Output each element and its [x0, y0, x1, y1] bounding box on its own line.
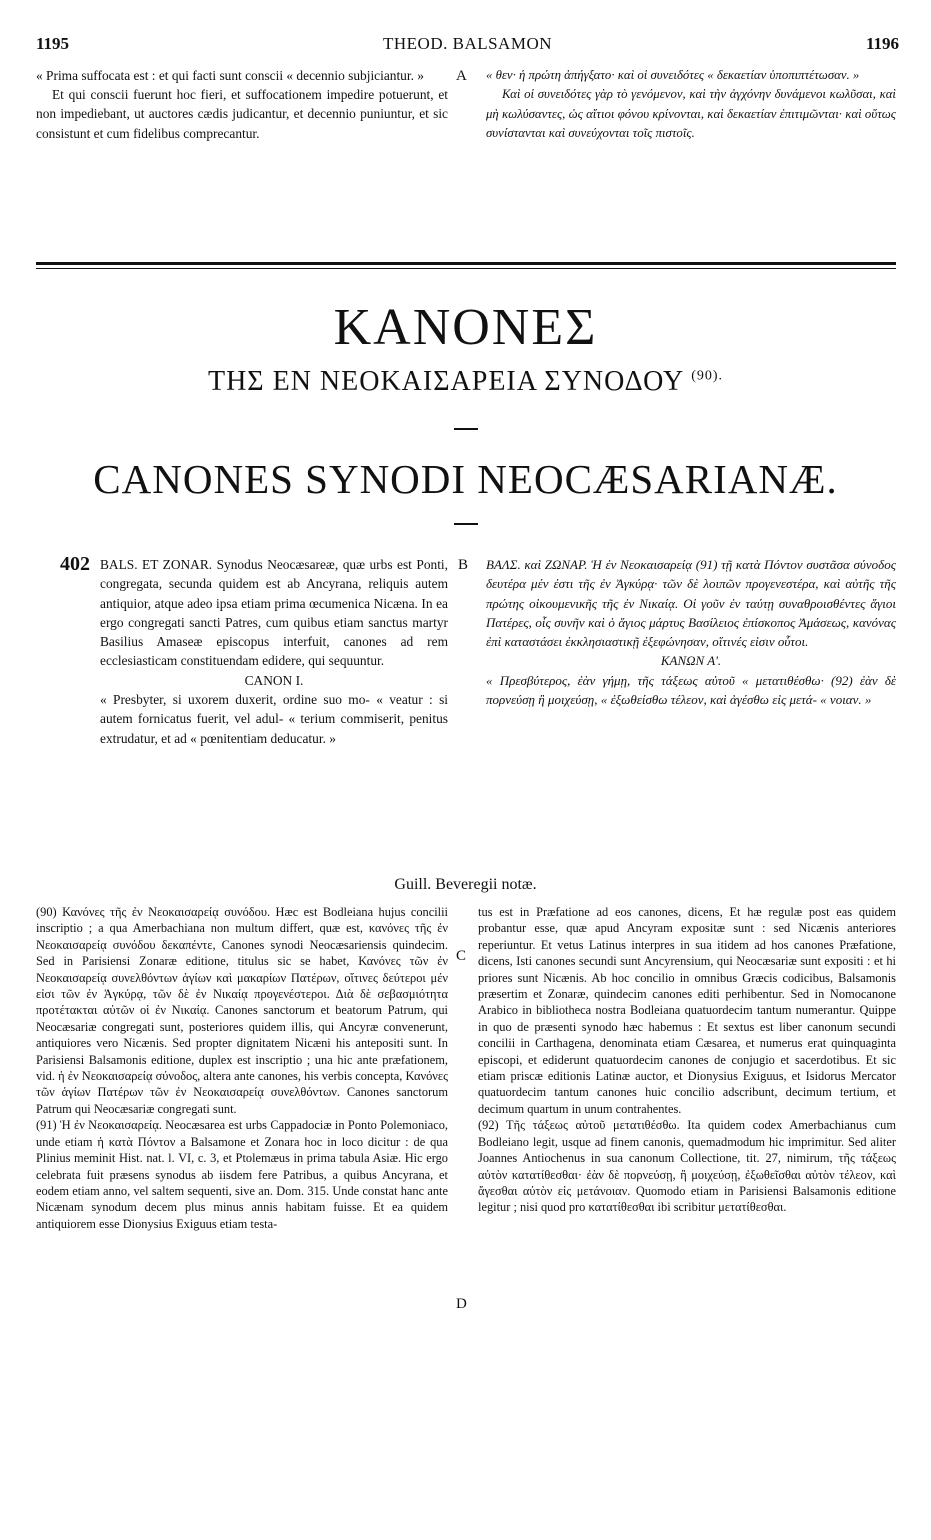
notes-left-column — [36, 904, 448, 1232]
margin-marker-b: B — [458, 557, 469, 573]
notes-right-column — [478, 904, 896, 1216]
margin-marker-a: A — [456, 68, 467, 84]
latin-intro: BALS. ET ZONAR. Synodus Neocæsareæ, quæ urbs est Ponti, congregata, secunda quidem est ab Ancyrana, reliquis autem antiquior, atque adeo ipsa etiam prima œcumenica Nicæna. In ea ergo congregati sancti Patres, cum quibus etiam sanctus martyr Basilius Amaseæ episcopus interfuit, canones ad rem ecclesiasticam constituendam edidere, qui sequuntur. — [100, 557, 448, 669]
running-header — [36, 34, 899, 56]
notes-heading: Guill. Beveregii notæ. — [394, 876, 537, 893]
top-latin-canon-end: « Prima suffocata est : et qui facti sunt conscii « decennio subjiciantur. » — [36, 68, 424, 83]
top-latin-commentary: Et qui conscii fuerunt hoc fieri, et suffocationem impedire potuerunt, et non impediebant, ut auctores cædis judicantur, et decennio puniuntur, et sic consistunt et cum fidelibus comprecantur. — [36, 87, 448, 141]
middle-greek-column — [486, 555, 896, 709]
title-dash — [454, 428, 478, 430]
page-number-left: 1195 — [36, 34, 70, 53]
greek-main-title: ΚΑΝΟΝΕΣ — [333, 299, 598, 356]
middle-latin-column — [100, 555, 448, 748]
title-dash-lower — [454, 523, 478, 525]
running-title: THEOD. BALSAMON — [383, 34, 552, 53]
top-greek-commentary: Καὶ οἱ συνειδότες γὰρ τὸ γενόμενον, καὶ τὴν ἀγχόνην δυνάμενοι κωλῦσαι, καὶ μὴ κωλύσαντες, ὡς αἴτιοι φόνου κρίνονται, καὶ δεκαετίαν ἐπιτιμῶνται· καὶ οὕτως συνίστανται καὶ συνεύχονται τοῖς πιστοῖς. — [486, 87, 896, 141]
greek-subtitle-text: ΤΗΣ ΕΝ ΝΕΟΚΑΙΣΑΡΕΙΑ ΣΥΝΟΔΟΥ — [207, 366, 684, 397]
top-latin-column — [36, 66, 448, 143]
note-90: (90) Κανόνες τῆς ἐν Νεοκαισαρείᾳ συνόδου. Hæc est Bodleiana hujus concilii inscriptio ; a qua Amerbachiana non multum differt, quæ est, κανόνες τῆς ἐν Νεοκαισαρείᾳ συνόδου δεκαπέντε, Canones synodi Neocæsariensis quindecim. Sed in Parisiensi Zonaræ editione, titulus sic se habet, Κανόνες τῶν ἐν Νεοκαισαρείᾳ συνελθόντων ἁγίων καὶ μακαρίων Πατέρων, οἵτινες δεύτεροι μέν εἰσι τῶν ἐν Ἀγκύρᾳ, τῶν δὲ ἐν Νικαίᾳ προγενέστεροι. Διὰ δὲ σεβασμιότητα προτέτακται αὐτῶν οἱ ἐν Νικαίᾳ. Canones sanctorum et beatorum Patrum, qui Neocæsariæ congregati sunt, posteriores quidem illis, qui Ancyræ convenerunt, antiquiores vero Nicænis. Sed propter dignitatem Nicæni his antepositi sunt. In Parisiensi Balsamonis editione, duplex est inscriptio ; una hic ante præfationem, vid. ἡ ἐν Νεοκαισαρείᾳ σύνοδος, altera ante canones, his verbis concepta, Κανόνες τῶν ἁγίων Πατέρων τῶν ἐν Νεοκαισαρείᾳ συνελθόντων. Canones sanctorum Patrum qui Neocæsariæ congregati sunt. — [36, 905, 448, 1116]
top-greek-canon-end: « θεν· ἡ πρώτη ἀπήγξατο· καὶ οἱ συνειδότες « δεκαετίαν ὑποπιπτέτωσαν. » — [486, 68, 860, 82]
note-90-continued: tus est in Præfatione ad eos canones, dicens, Et hæ regulæ post eas quidem probantur esse, quæ apud Ancyram expositæ sunt : sed Nicænis anteriores reperiuntur. Et vetus Latinus interpres in sua itidem ad hos canones Præfatione, dicens, Isti canones secundi sunt Ancyrensium, qui Neocæsariæ sunt expositi : et hi priores sunt Nicænis. Ab hoc concilio in omnibus Græcis codicibus, Balsamonis præsertim et Zonaræ, quindecim canones editi perhibentur. Sed in Nomocanone Arabico in bibliotheca nostra Bodleiana quatuordecim tantum numerantur. Quippe in quo de præsenti synodo hæc habemus : Et sextus est liber canonum secundi concilii in Carthagena, denominata etiam Cæsarea, et numerus erat quinquaginta episcopi, et ediderunt quatuordecim canones de conjugio et sacerdotibus. Et sic etiam priscæ editionis Latinæ auctor, et Dionysius Exiguus, et Isidorus Mercator quatuordecim tantum canones huic concilio adscribunt, decimum tertium, et decimum quartum in unum contrahentes. — [478, 905, 896, 1116]
margin-marker-d: D — [456, 1296, 467, 1312]
page-number-right: 1196 — [865, 34, 899, 53]
greek-subtitle — [0, 366, 931, 398]
column-number: 402 — [60, 553, 90, 575]
note-91: (91) Ἡ ἐν Νεοκαισαρείᾳ. Neocæsarea est urbs Cappadociæ in Ponto Polemoniaco, unde etiam ἡ κατὰ Πόντον a Balsamone et Zonara hoc in loco dicitur : de qua Plinius meminit Hist. nat. l. VI, c. 3, et Ptolemæus in prima tabula Asiæ. Hic ergo celebrata fuit præsens synodus ab iisdem fere Patribus, a quibus Ancyrana, et eodem etiam anno, vel saltem sequenti, sive an. Dom. 315. Unde constat hanc ante Nicænam synodum decem plus minus annis habitam fuisse. Et ea quidem antiquiorem esse Dionysius Exiguus etiam testa- — [36, 1118, 448, 1231]
latin-canon-text: « Presbyter, si uxorem duxerit, ordine suo mo- « veatur : si autem fornicatus fuerit, vel adul- « terium commiserit, penitus extrudatur, et ad « pœnitentiam deducatur. » — [100, 692, 448, 746]
section-rule-thick — [36, 262, 896, 265]
top-greek-column — [486, 66, 896, 144]
latin-main-title: CANONES SYNODI NEOCÆSARIANÆ. — [93, 456, 838, 502]
greek-intro: ΒΑΛΣ. καὶ ΖΩΝΑΡ. Ἡ ἐν Νεοκαισαρείᾳ (91) τῇ κατὰ Πόντον συστᾶσα σύνοδος δευτέρα μέν ἐστι τῆς ἐν Ἀγκύρᾳ· τῶν δὲ λοιπῶν προγενεστέρα, καὶ αὐτῆς τῆς πρώτης οἰκουμενικῆς τῆς ἐν Νικαίᾳ. Οἱ γοῦν ἐν ταύτῃ συναθροισθέντες ἅγιοι Πατέρες, οἷς συνῆν καὶ ὁ ἅγιος μάρτυς Βασίλειος ἐπίσκοπος Ἀμάσεως, κανόνας ἐπὶ καταστάσει ἐκκλησιαστικῇ ἐξεφώνησαν, οἵτινές εἰσιν οὗτοι. — [486, 557, 896, 650]
greek-subtitle-note-ref: (90). — [691, 368, 724, 384]
note-92: (92) Τῆς τάξεως αὐτοῦ μετατιθέσθω. Ita quidem codex Amerbachianus cum Bodleiano legit, usque ad finem canonis, quemadmodum hic imprimitur. Sed aliter Joannes Antiochenus in sua canonum Collectione, tit. 27, nimirum, τῆς τάξεως αὐτὸν κατατίθεσθαι· ἐὰν δὲ πορνεύσῃ, ἢ μοιχεύσῃ, ἐξωθεῖσθαι αὐτὸν τέλεον, καὶ ἄγεσθαι αὐτὸν εἰς μετάνοιαν. Quomodo etiam in Parisiensi Balsamonis editione legitur ; nisi quod pro κατατίθεσθαι ibi scribitur μετατίθεσθαι. — [478, 1118, 896, 1215]
greek-canon-text: « Πρεσβύτερος, ἐὰν γήμῃ, τῆς τάξεως αὐτοῦ « μετατιθέσθω· (92) ἐὰν δὲ πορνεύσῃ ἢ μοιχεύσῃ, « ἐξωθείσθω τέλεον, καὶ ἀγέσθω εἰς μετά- « νοιαν. » — [486, 672, 896, 708]
latin-canon-title: CANON I. — [244, 672, 304, 688]
greek-canon-title: ΚΑΝΩΝ Α'. — [660, 653, 722, 669]
section-rule-thin — [36, 268, 896, 269]
margin-marker-c: C — [456, 948, 467, 964]
